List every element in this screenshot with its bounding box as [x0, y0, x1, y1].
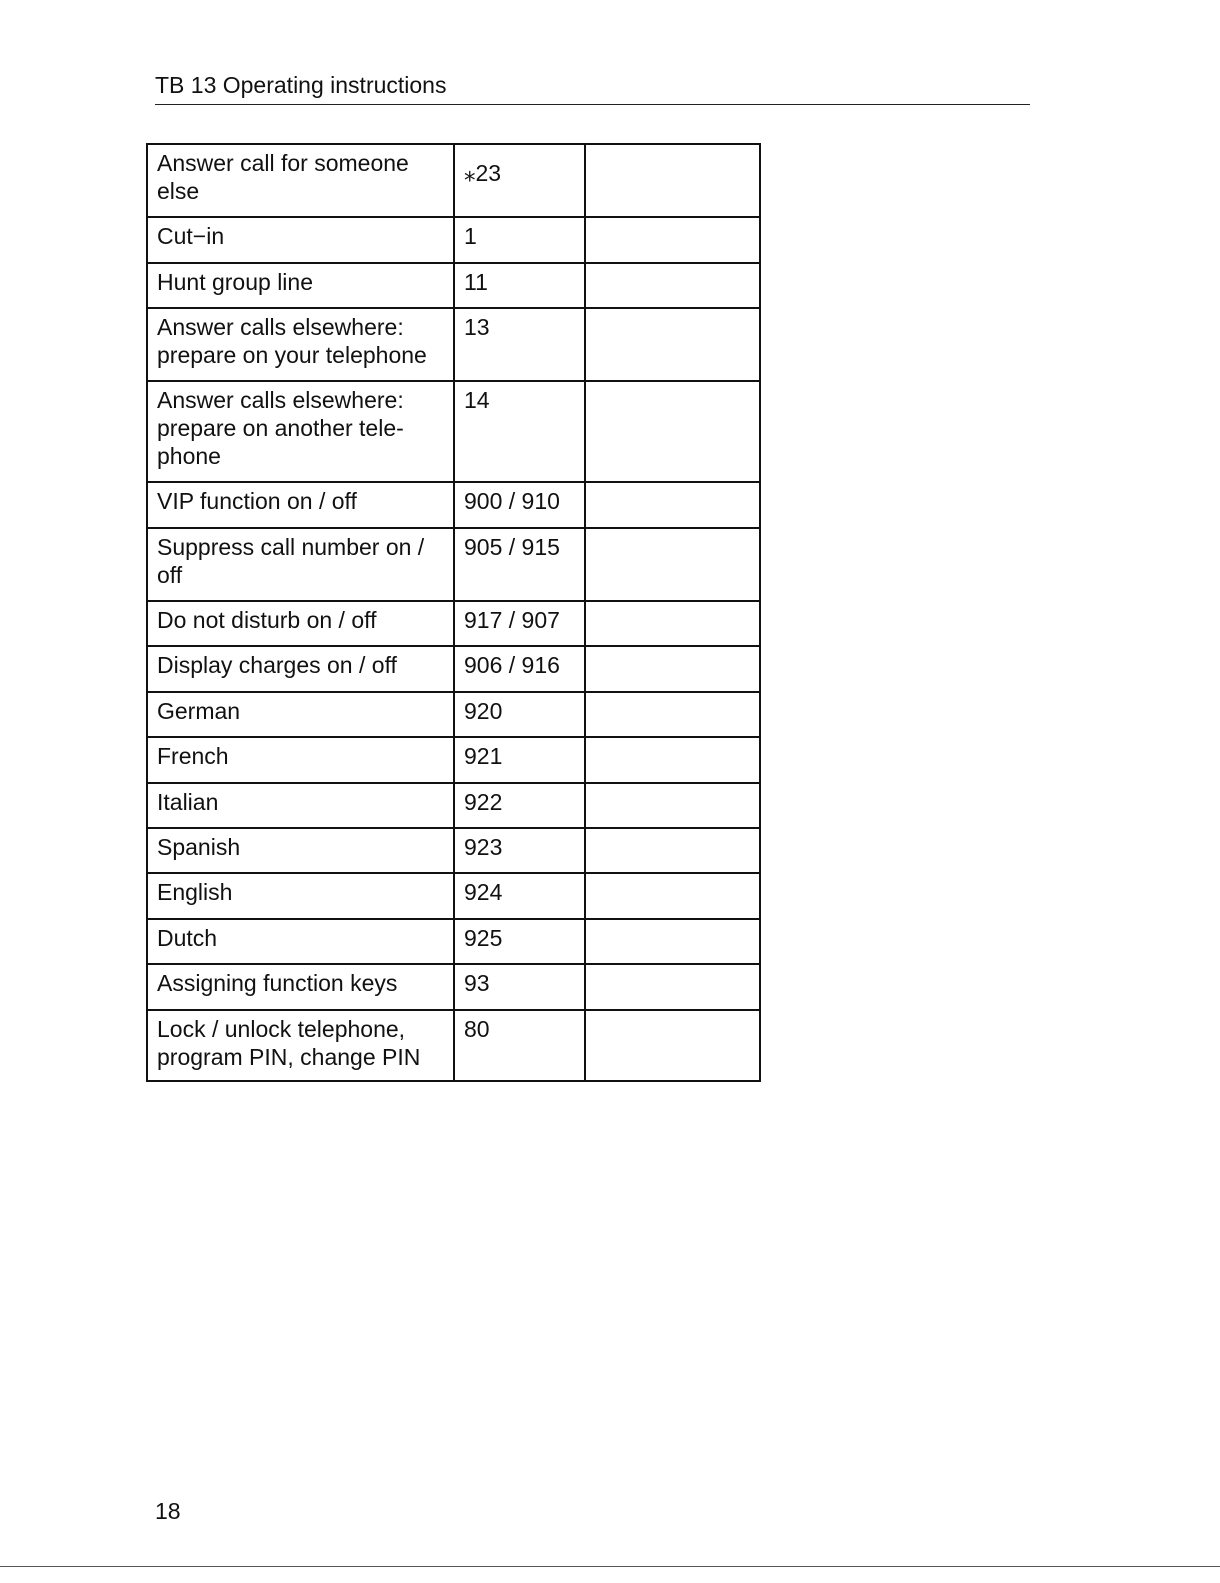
blank-key-cell — [585, 601, 760, 646]
code-cell: 905 / 915 — [454, 528, 585, 601]
function-cell: Answer calls elsewhere: prepare on another tele-phone — [147, 381, 454, 482]
code-cell: 924 — [454, 873, 585, 919]
function-cell: English — [147, 873, 454, 919]
function-cell: Assigning function keys — [147, 964, 454, 1010]
code-cell: 13 — [454, 308, 585, 381]
blank-key-cell — [585, 263, 760, 308]
blank-key-cell — [585, 828, 760, 873]
page-number: 18 — [155, 1498, 181, 1524]
code-cell: 922 — [454, 783, 585, 828]
code-cell: 1 — [454, 217, 585, 263]
blank-key-cell — [585, 144, 760, 217]
table-row — [147, 692, 760, 737]
blank-key-cell — [585, 1010, 760, 1081]
function-cell: Answer calls elsewhere: prepare on your telephone — [147, 308, 454, 381]
page-bottom-edge — [0, 1566, 1220, 1567]
blank-key-cell — [585, 308, 760, 381]
blank-key-cell — [585, 737, 760, 783]
code-cell: 14 — [454, 381, 585, 482]
code-cell: 925 — [454, 919, 585, 964]
code-cell: 906 / 916 — [454, 646, 585, 692]
table-row — [147, 308, 760, 381]
code-cell: 917 / 907 — [454, 601, 585, 646]
function-cell: Italian — [147, 783, 454, 828]
table-row — [147, 737, 760, 783]
code-cell: 921 — [454, 737, 585, 783]
code-cell: 93 — [454, 964, 585, 1010]
table-row — [147, 381, 760, 482]
function-cell: Lock / unlock telephone, program PIN, change PIN — [147, 1010, 454, 1081]
function-cell: Answer call for someone else — [147, 144, 454, 217]
function-cell: Cut−in — [147, 217, 454, 263]
code-cell: 11 — [454, 263, 585, 308]
blank-key-cell — [585, 381, 760, 482]
function-cell: German — [147, 692, 454, 737]
blank-key-cell — [585, 217, 760, 263]
function-cell: French — [147, 737, 454, 783]
code-cell: 80 — [454, 1010, 585, 1081]
blank-key-cell — [585, 919, 760, 964]
table-row — [147, 783, 760, 828]
table-row — [147, 482, 760, 528]
function-cell: Display charges on / off — [147, 646, 454, 692]
table-row — [147, 646, 760, 692]
function-cell: Spanish — [147, 828, 454, 873]
function-cell: Do not disturb on / off — [147, 601, 454, 646]
function-cell: Suppress call number on / off — [147, 528, 454, 601]
blank-key-cell — [585, 783, 760, 828]
table-row — [147, 873, 760, 919]
code-cell: 900 / 910 — [454, 482, 585, 528]
code-cell: ⁎23 — [454, 144, 585, 217]
blank-key-cell — [585, 873, 760, 919]
code-cell: 920 — [454, 692, 585, 737]
blank-key-cell — [585, 692, 760, 737]
table-row — [147, 144, 760, 217]
function-cell: Hunt group line — [147, 263, 454, 308]
function-cell: Dutch — [147, 919, 454, 964]
table-row — [147, 964, 760, 1010]
page-header-title: TB 13 Operating instructions — [155, 72, 447, 98]
table-row — [147, 601, 760, 646]
table-row — [147, 263, 760, 308]
table-row — [147, 828, 760, 873]
blank-key-cell — [585, 482, 760, 528]
code-cell: 923 — [454, 828, 585, 873]
table-row — [147, 1010, 760, 1081]
blank-key-cell — [585, 528, 760, 601]
table-row — [147, 528, 760, 601]
header-rule — [155, 104, 1030, 105]
blank-key-cell — [585, 964, 760, 1010]
table-row — [147, 217, 760, 263]
blank-key-cell — [585, 646, 760, 692]
table-row — [147, 919, 760, 964]
function-cell: VIP function on / off — [147, 482, 454, 528]
function-codes-table — [146, 143, 761, 1082]
